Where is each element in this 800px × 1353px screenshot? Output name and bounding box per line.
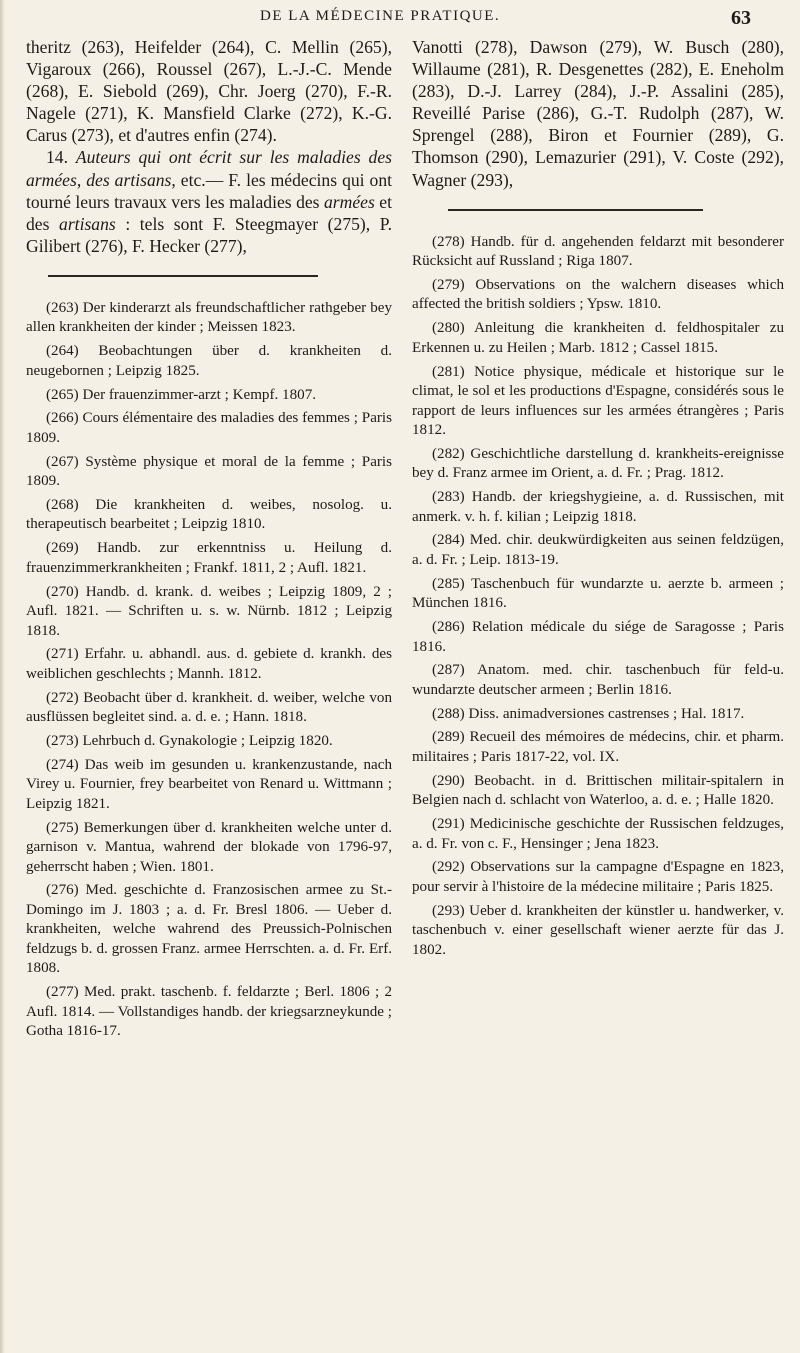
footnote-rule	[48, 275, 318, 277]
footnote: (290) Beobacht. in d. Brittischen militair-spitalern in Belgien nach d. schlacht von Waterloo, a. d. e. ; Halle 1820.	[412, 772, 784, 809]
footnote: (267) Système physique et moral de la femme ; Paris 1809.	[26, 453, 392, 490]
footnote: (280) Anleitung die krankheiten d. feldhospitaler zu Erkennen u. zu Heilen ; Marb. 1812 ; Cassel 1815.	[412, 320, 784, 356]
footnote: (272) Beobacht über d. krankheit. d. weiber, welche von ausflüssen begleitet sind. a. d. e. ; Hann. 1818.	[26, 689, 392, 726]
footnote: (279) Observations on the walchern diseases which affected the british soldiers ; Ypsw. 1810.	[412, 276, 784, 313]
footnote: (277) Med. prakt. taschenb. f. feldarzte ; Berl. 1806 ; 2 Aufl. 1814. — Vollstandiges handb. der kriegsarzneykunde ; Gotha 1816-17.	[26, 984, 392, 1040]
footnote: (269) Handb. zur erkenntniss u. Heilung d. frauenzimmerkrankheiten ; Frankf. 1811, 2 ; Aufl. 1821.	[26, 540, 392, 576]
footnote: (287) Anatom. med. chir. taschenbuch für feld-u. wundarzte deutscher armeen ; Berlin 1816.	[412, 662, 784, 698]
left-main-text	[26, 36, 392, 257]
footnote: (265) Der frauenzimmer-arzt ; Kempf. 1807.	[46, 386, 317, 403]
section-heading-part-2: des artisans	[86, 169, 172, 190]
section-body-italic: artisans	[59, 213, 116, 234]
footnote: (288) Diss. animadversiones castrenses ; Hal. 1817.	[432, 705, 745, 722]
footnote: (268) Die krankheiten d. weibes, nosolog. u. therapeutisch bearbeitet ; Leipzig 1810.	[26, 496, 392, 533]
left-footnotes	[26, 299, 392, 1042]
footnote: (278) Handb. für d. angehenden feldarzt mit besonderer Rücksicht auf Russland ; Riga 1807.	[412, 233, 784, 270]
footnote: (270) Handb. d. krank. d. weibes ; Leipzig 1809, 2 ; Aufl. 1821. — Schriften u. s. w. Nürnb. 1812 ; Leipzig 1818.	[26, 583, 392, 639]
footnote: (266) Cours élémentaire des maladies des femmes ; Paris 1809.	[26, 410, 392, 446]
section-body-italic: armées	[324, 191, 375, 212]
footnote: (282) Geschichtliche darstellung d. krankheits-ereignisse bey d. Franz armee im Orient, a. d. Fr. ; Prag. 1812.	[412, 445, 784, 482]
footnote: (285) Taschenbuch für wundarzte u. aerzte b. armeen ; München 1816.	[412, 575, 784, 612]
section-number: 14.	[46, 147, 68, 168]
footnote: (293) Ueber d. krankheiten der künstler u. handwerker, v. taschenbuch v. einer gesellschaft wiener aerzte für das J. 1802.	[412, 902, 784, 958]
right-column	[412, 36, 784, 964]
section-body-text: — F. les médecins qui ont tourné leurs travaux vers les maladies des	[26, 169, 393, 212]
page-header	[0, 6, 800, 32]
footnote: (289) Recueil des mémoires de médecins, chir. et pharm. militaires ; Paris 1817-22, vol. IX.	[412, 729, 784, 765]
footnote: (271) Erfahr. u. abhandl. aus. d. gebiete d. krankh. des weiblichen geschlechts ; Mannh. 1812.	[26, 646, 392, 682]
section-14-paragraph	[26, 146, 392, 256]
heading-separator: ,	[76, 169, 87, 190]
main-paragraph: Vanotti (278), Dawson (279), W. Busch (280), Willaume (281), R. Desgenettes (282), E. Eneholm (283), D.-J. Larrey (284), J.-P. Assalini (285), Reveillé Parise (286), G.-T. Rudolph (287), W. Sprengel (288), Biron et Fournier (289), G. Thomson (290), Lemazurier (291), V. Coste (292), Wagner (293),	[412, 37, 784, 190]
page-number: 63	[731, 7, 751, 29]
left-column	[26, 36, 392, 1046]
footnote: (281) Notice physique, médicale et historique sur le climat, le sol et les productions d'Espagne, considérés sous le rapport de leurs influences sur les armées étrangères ; Paris 1812.	[412, 363, 784, 439]
page-gutter-shadow	[0, 0, 5, 1353]
right-footnotes	[412, 233, 784, 960]
footnote: (284) Med. chir. deukwürdigkeiten aus seinen feldzügen, a. d. Fr. ; Leip. 1813-19.	[412, 532, 784, 568]
section-heading-end: , etc.	[171, 169, 206, 190]
footnote: (274) Das weib im gesunden u. krankenzustande, nach Virey u. Fournier, frey bearbeitet von Renard u. Wittmann ; Leipzig 1821.	[26, 756, 392, 812]
section-body-text: et des	[26, 191, 392, 234]
footnote: (263) Der kinderarzt als freundschaftlicher rathgeber bey allen krankheiten der kinder ; Meissen 1823.	[26, 299, 392, 336]
footnote: (273) Lehrbuch d. Gynakologie ; Leipzig 1820.	[46, 732, 333, 749]
footnote-rule	[448, 209, 703, 211]
footnote: (276) Med. geschichte d. Franzosischen armee zu St.-Domingo im J. 1803 ; a. d. Fr. Bresl 1806. — Ueber d. krankheiten, welche wahrend des Preussich-Polnischen feldzugs b. d. grossen Franz. armee Herrschten. a. d. Fr. Erf. 1808.	[26, 882, 392, 977]
footnote: (275) Bemerkungen über d. krankheiten welche unter d. garnison v. Mantua, wahrend der blokade von 1796-97, geherrscht haben ; Wien. 1801.	[26, 819, 392, 875]
running-title: DE LA MÉDECINE PRATIQUE.	[260, 8, 501, 24]
main-paragraph: theritz (263), Heifelder (264), C. Mellin (265), Vigaroux (266), Roussel (267), L.-J.-C. Mende (268), E. Siebold (269), Chr. Joerg (270), F.-R. Nagele (271), K. Mansfield Clarke (272), K.-G. Carus (273), et d'autres enfin (274).	[26, 37, 392, 146]
section-body-text: : tels sont F. Steegmayer (275), P. Gilibert (276), F. Hecker (277),	[26, 213, 392, 256]
footnote: (292) Observations sur la campagne d'Espagne en 1823, pour servir à l'histoire de la médecine militaire ; Paris 1825.	[412, 859, 784, 895]
footnote: (264) Beobachtungen über d. krankheiten d. neugebornen ; Leipzig 1825.	[26, 343, 392, 379]
footnote: (283) Handb. der kriegshygieine, a. d. Russischen, mit anmerk. v. h. f. kilian ; Leipzig 1818.	[412, 489, 784, 525]
right-main-text	[412, 36, 784, 191]
footnote: (286) Relation médicale du siége de Saragosse ; Paris 1816.	[412, 619, 784, 655]
footnote: (291) Medicinische geschichte der Russischen feldzuges, a. d. Fr. von c. F., Hensinger ; Jena 1823.	[412, 816, 784, 852]
section-heading: Auteurs qui ont écrit sur les maladies des armées	[26, 147, 392, 190]
